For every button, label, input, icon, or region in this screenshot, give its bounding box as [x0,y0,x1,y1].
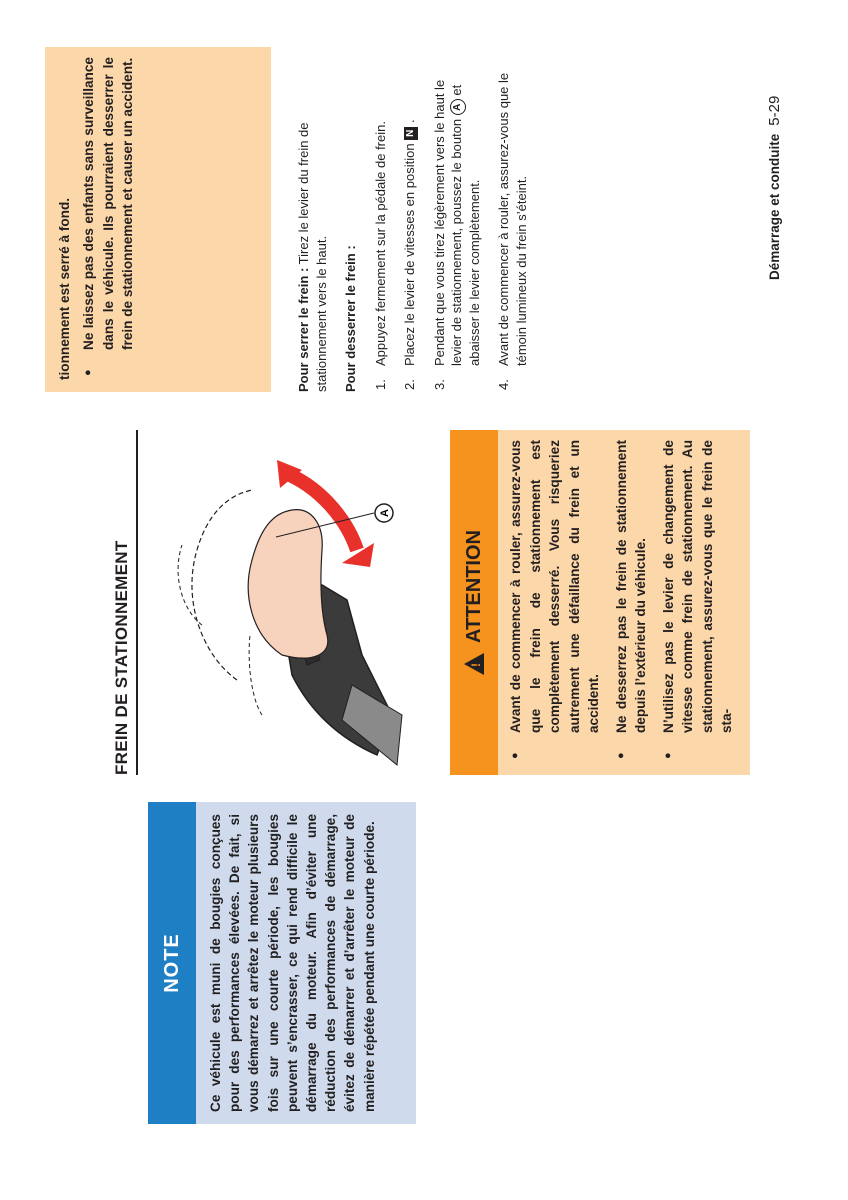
release-heading: Pour desserrer le frein : [343,245,358,392]
step-item [401,47,419,392]
attention-box [450,430,750,775]
attention-item: ● Ne laissez pas des enfants sans surveillance dans le véhicule. Ils pourraient desserrer le frein de stationnement et causer un accident. [79,57,138,380]
attention-continued-box [45,47,271,392]
step-text-end: et abaisser le levier complètement. [449,84,482,366]
step-text: Pendant que vous tirez légèrement vers le haut le levier de stationnement, poussez le bouton [431,79,464,366]
hand-ghost-outline [192,490,252,680]
step-text: Placez le levier de vitesses en position [402,139,417,366]
step-item [372,47,390,392]
apply-paragraph [295,47,330,392]
step-number: 1. [372,379,388,390]
apply-body: Tirez le levier du frein de stationnement vers le haut. [296,122,329,392]
step-item [495,47,530,392]
step-text: Appuyez fermement sur la pédale de frein. [372,121,388,366]
attention-continued-list [79,57,146,380]
hand [248,510,328,658]
page-number: 5-29 [766,95,783,126]
step-number: 3. [431,379,447,390]
attention-title: ATTENTION [462,530,485,643]
attention-header [450,430,498,775]
ghost-lever [178,545,202,625]
step-number: 4. [496,379,512,390]
release-steps [372,47,531,392]
warning-icon [464,653,484,675]
attention-list [506,440,745,763]
page-footer [766,0,783,280]
parking-brake-drawing [142,430,412,775]
ghost-fingers [249,635,262,715]
button-a-badge: A [450,99,466,115]
title-rule [136,430,138,775]
instructions-column [295,47,542,392]
warning-icon-glyph: ! [469,662,483,667]
gear-n-badge: N [404,127,418,140]
note-box [148,802,416,1124]
step-item [431,47,484,392]
footer-section: Démarrage et conduite [767,133,782,280]
callout-label: A [379,509,391,517]
note-header: NOTE [148,802,196,1124]
attention-item: ● Avant de commencer à rouler, assurez-vous que le frein de stationnement est complètement desserré. Vous risqueriez autrement une défaillance du frein et un accident. [506,440,604,763]
parking-brake-illustration [142,430,412,775]
attention-continued-text: tionnement est serré à fond. [57,197,72,380]
step-number: 2. [402,379,417,390]
attention-item: ● Ne desserrez pas le frein de stationnement depuis l’extérieur du véhicule. [612,440,651,763]
section-title: FREIN DE STATIONNEMENT [112,540,131,775]
step-text: Avant de commencer à rouler, assurez-vous que le témoin lumineux du frein s’éteint. [496,72,529,366]
step-text-end: . [402,119,417,127]
apply-label: Pour serrer le frein : [296,267,311,392]
note-body: Ce véhicule est muni de bougies conçues pour des performances élevées. De fait, si vous démarrez et arrêtez le moteur plusieurs fois sur une courte période, les bougies peuvent s’encrasser, ce qui rend difficile le démarrage du moteur. Afin d’éviter une réduction des performances de démarrage, évitez de démarrer et d’arrêter le moteur de manière répétée pendant une courte période. [208,814,377,1112]
attention-item: ● N’utilisez pas le levier de changement de vitesse comme frein de stationnement. Au stationnement, assurez-vous que le frein de sta- [659,440,737,763]
